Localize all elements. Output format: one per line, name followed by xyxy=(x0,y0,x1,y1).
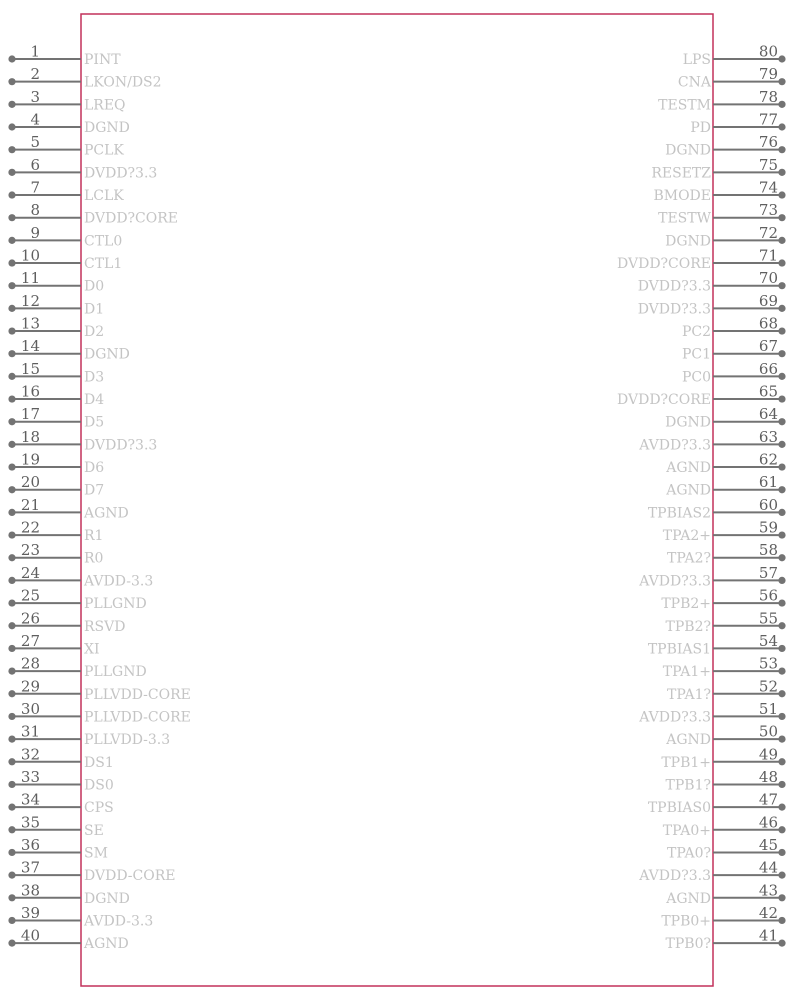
pin-number: 17 xyxy=(20,405,40,424)
pin-number: 63 xyxy=(758,427,778,446)
pin-name-label: DVDD?3.3 xyxy=(84,165,158,182)
pin-endpoint-dot xyxy=(778,237,785,244)
pin-name-label: AVDD-3.3 xyxy=(84,573,154,590)
pin-name-label: DVDD?CORE xyxy=(617,256,711,273)
left-pin-25 xyxy=(8,587,146,613)
pin-endpoint-dot xyxy=(778,463,785,470)
right-pin-75 xyxy=(651,156,785,182)
pin-number: 29 xyxy=(20,677,40,696)
pin-name-label: DGND xyxy=(84,120,130,137)
pin-endpoint-dot xyxy=(778,305,785,312)
pin-name-label: PLLGND xyxy=(84,596,147,613)
pin-endpoint-dot xyxy=(8,146,15,153)
pin-endpoint-dot xyxy=(778,214,785,221)
pin-number: 54 xyxy=(758,631,778,650)
left-pin-32 xyxy=(8,745,113,771)
component-body-outline xyxy=(81,14,713,986)
pin-endpoint-dot xyxy=(8,599,15,606)
pin-name-label: AVDD-3.3 xyxy=(84,913,154,930)
right-pin-78 xyxy=(658,88,785,114)
pin-name-label: CPS xyxy=(84,800,114,817)
pin-name-label: TPB2+ xyxy=(661,596,711,613)
pin-number: 57 xyxy=(758,563,778,582)
pin-name-label: D3 xyxy=(84,369,105,386)
pin-endpoint-dot xyxy=(8,282,15,289)
pin-name-label: CTL0 xyxy=(84,233,123,250)
pin-name-label: R1 xyxy=(84,528,104,545)
pin-name-label: TESTM xyxy=(658,97,711,114)
left-pin-4 xyxy=(8,111,129,136)
pin-endpoint-dot xyxy=(8,55,15,62)
pin-name-label: AGND xyxy=(666,482,711,499)
pin-name-label: AGND xyxy=(84,936,129,953)
pin-name-label: DGND xyxy=(665,142,711,159)
left-pin-13 xyxy=(8,315,104,341)
pin-number: 64 xyxy=(758,405,778,424)
pin-name-label: DGND xyxy=(665,233,711,250)
pin-number: 16 xyxy=(20,382,40,401)
pin-name-label: TPB1? xyxy=(665,777,711,794)
pin-endpoint-dot xyxy=(8,781,15,788)
pin-endpoint-dot xyxy=(8,667,15,674)
pin-number: 47 xyxy=(758,790,778,809)
pin-endpoint-dot xyxy=(8,395,15,402)
pin-number: 18 xyxy=(20,427,40,446)
pin-endpoint-dot xyxy=(8,123,15,130)
left-pin-14 xyxy=(8,337,129,363)
pin-name-label: R0 xyxy=(84,550,104,567)
pin-number: 12 xyxy=(20,291,40,310)
pin-endpoint-dot xyxy=(778,169,785,176)
pin-number: 72 xyxy=(758,223,778,242)
pin-name-label: PD xyxy=(690,120,711,137)
pin-number: 35 xyxy=(20,813,40,832)
pin-name-label: D4 xyxy=(84,392,105,409)
pin-endpoint-dot xyxy=(8,350,15,357)
pin-name-label: RSVD xyxy=(84,618,126,635)
pin-endpoint-dot xyxy=(778,849,785,856)
pin-endpoint-dot xyxy=(778,667,785,674)
pin-name-label: TPA1+ xyxy=(662,664,711,681)
pin-number: 53 xyxy=(758,654,778,673)
pin-name-label: PC0 xyxy=(681,369,711,386)
pin-endpoint-dot xyxy=(8,645,15,652)
pin-name-label: D5 xyxy=(84,414,105,431)
pin-endpoint-dot xyxy=(778,531,785,538)
right-pin-68 xyxy=(682,315,786,341)
pin-number: 44 xyxy=(758,858,778,877)
right-pin-49 xyxy=(661,745,785,771)
pin-number: 31 xyxy=(20,722,40,741)
right-pin-51 xyxy=(638,700,785,726)
pin-name-label: D0 xyxy=(84,278,105,295)
left-pin-15 xyxy=(8,360,104,386)
pin-name-label: PC1 xyxy=(681,346,711,363)
pin-number: 21 xyxy=(20,495,40,514)
pin-name-label: TPB0? xyxy=(665,936,711,953)
pin-name-label: TPBIAS0 xyxy=(647,800,711,817)
right-pin-67 xyxy=(682,337,786,363)
pin-number: 25 xyxy=(20,586,40,605)
pin-endpoint-dot xyxy=(8,101,15,108)
pin-number: 39 xyxy=(20,903,40,922)
pin-name-label: DVDD?3.3 xyxy=(84,437,158,454)
pin-number: 46 xyxy=(758,813,778,832)
pin-endpoint-dot xyxy=(778,940,785,947)
pin-number: 41 xyxy=(758,926,778,945)
pin-endpoint-dot xyxy=(778,690,785,697)
pin-endpoint-dot xyxy=(778,282,785,289)
pin-name-label: CNA xyxy=(677,74,711,91)
pin-endpoint-dot xyxy=(778,577,785,584)
left-pin-40 xyxy=(8,927,128,953)
pin-name-label: DGND xyxy=(84,890,130,907)
pin-name-label: PC2 xyxy=(681,324,711,341)
pin-number: 32 xyxy=(20,745,40,764)
pin-number: 69 xyxy=(758,291,778,310)
pin-name-label: AGND xyxy=(666,890,711,907)
pin-endpoint-dot xyxy=(778,123,785,130)
pin-name-label: DVDD?3.3 xyxy=(637,301,711,318)
right-pin-42 xyxy=(661,904,785,930)
right-pin-53 xyxy=(663,655,786,681)
pin-name-label: TPB0+ xyxy=(661,913,711,930)
pin-endpoint-dot xyxy=(8,486,15,493)
pin-endpoint-dot xyxy=(778,327,785,334)
pin-name-label: AVDD?3.3 xyxy=(639,437,711,454)
pin-endpoint-dot xyxy=(778,259,785,266)
right-pin-48 xyxy=(666,768,786,794)
pin-name-label: PCLK xyxy=(84,142,124,159)
left-pin-column xyxy=(8,43,190,953)
left-pin-29 xyxy=(8,677,190,703)
pin-endpoint-dot xyxy=(778,872,785,879)
pin-name-label: LCLK xyxy=(84,188,124,205)
left-pin-37 xyxy=(8,859,175,885)
right-pin-61 xyxy=(665,473,785,499)
pin-endpoint-dot xyxy=(778,917,785,924)
right-pin-43 xyxy=(665,881,785,907)
pin-endpoint-dot xyxy=(778,509,785,516)
pin-endpoint-dot xyxy=(778,486,785,493)
pin-endpoint-dot xyxy=(778,622,785,629)
pin-number: 48 xyxy=(758,767,778,786)
pin-name-label: SM xyxy=(84,845,108,862)
pin-name-label: D6 xyxy=(84,460,105,477)
left-pin-8 xyxy=(8,201,178,227)
pin-endpoint-dot xyxy=(778,78,785,85)
pin-number: 30 xyxy=(20,699,40,718)
left-pin-30 xyxy=(8,700,190,726)
pin-name-label: PLLVDD-CORE xyxy=(84,709,191,726)
pin-name-label: LKON/DS2 xyxy=(84,74,162,91)
pin-name-label: TPB1+ xyxy=(661,754,711,771)
pin-endpoint-dot xyxy=(778,826,785,833)
right-pin-column xyxy=(617,43,786,953)
pin-number: 49 xyxy=(758,745,778,764)
pin-number: 4 xyxy=(30,110,40,129)
pin-number: 26 xyxy=(20,609,40,628)
right-pin-44 xyxy=(638,859,785,885)
pin-name-label: DS0 xyxy=(84,777,114,794)
pin-name-label: PLLVDD-CORE xyxy=(84,686,191,703)
pin-name-label: TPBIAS2 xyxy=(647,505,711,522)
pin-number: 50 xyxy=(758,722,778,741)
pin-number: 14 xyxy=(20,337,40,356)
pin-name-label: TESTW xyxy=(658,210,711,227)
left-pin-20 xyxy=(8,473,104,499)
pin-number: 73 xyxy=(758,201,778,220)
pin-number: 10 xyxy=(20,246,40,265)
pin-number: 78 xyxy=(758,87,778,106)
pin-name-label: TPA0? xyxy=(667,845,711,862)
pin-number: 71 xyxy=(758,246,778,265)
pin-endpoint-dot xyxy=(8,758,15,765)
pin-number: 2 xyxy=(30,65,40,84)
left-pin-21 xyxy=(8,496,128,522)
left-pin-16 xyxy=(8,383,104,409)
pin-endpoint-dot xyxy=(778,191,785,198)
pin-name-label: AVDD?3.3 xyxy=(639,709,711,726)
pin-number: 19 xyxy=(20,450,40,469)
pin-endpoint-dot xyxy=(778,146,785,153)
pin-name-label: SE xyxy=(84,822,104,839)
pin-number: 8 xyxy=(30,201,40,220)
pin-endpoint-dot xyxy=(778,373,785,380)
pin-endpoint-dot xyxy=(8,169,15,176)
right-pin-73 xyxy=(658,201,785,227)
pin-endpoint-dot xyxy=(778,758,785,765)
pin-name-label: TPA1? xyxy=(667,686,711,703)
pin-name-label: LPS xyxy=(682,52,711,68)
pin-endpoint-dot xyxy=(8,214,15,221)
pin-endpoint-dot xyxy=(8,259,15,266)
pin-endpoint-dot xyxy=(8,713,15,720)
pin-number: 58 xyxy=(758,541,778,560)
pin-number: 15 xyxy=(20,359,40,378)
left-pin-33 xyxy=(8,768,113,794)
pin-endpoint-dot xyxy=(778,55,785,62)
left-pin-31 xyxy=(8,723,170,749)
pin-number: 34 xyxy=(20,790,40,809)
pin-number: 9 xyxy=(30,223,40,242)
pin-endpoint-dot xyxy=(778,894,785,901)
pin-number: 28 xyxy=(20,654,40,673)
pin-name-label: AGND xyxy=(84,505,129,522)
pin-endpoint-dot xyxy=(8,441,15,448)
pin-name-label: DGND xyxy=(665,414,711,431)
right-pin-59 xyxy=(663,519,786,545)
pin-number: 51 xyxy=(758,699,778,718)
left-pin-28 xyxy=(8,655,146,681)
pin-name-label: AVDD?3.3 xyxy=(639,573,711,590)
pin-name-label: DVDD?CORE xyxy=(617,392,711,409)
pin-name-label: CTL1 xyxy=(84,256,123,273)
pin-endpoint-dot xyxy=(8,373,15,380)
pin-number: 52 xyxy=(758,677,778,696)
pin-endpoint-dot xyxy=(8,554,15,561)
pin-endpoint-dot xyxy=(778,395,785,402)
pin-endpoint-dot xyxy=(8,509,15,516)
pin-endpoint-dot xyxy=(778,781,785,788)
pin-number: 22 xyxy=(20,518,40,537)
left-pin-1 xyxy=(8,43,121,69)
pin-number: 7 xyxy=(30,178,40,197)
pin-name-label: DS1 xyxy=(84,754,114,771)
pin-endpoint-dot xyxy=(778,441,785,448)
pin-name-label: PINT xyxy=(84,52,121,68)
pin-endpoint-dot xyxy=(8,463,15,470)
pin-number: 55 xyxy=(758,609,778,628)
pin-number: 60 xyxy=(758,495,778,514)
right-pin-58 xyxy=(667,541,786,567)
pin-number: 24 xyxy=(20,563,40,582)
pin-endpoint-dot xyxy=(8,237,15,244)
pin-number: 43 xyxy=(758,881,778,900)
pin-endpoint-dot xyxy=(778,101,785,108)
pin-name-label: PLLGND xyxy=(84,664,147,681)
pin-endpoint-dot xyxy=(8,872,15,879)
pin-number: 68 xyxy=(758,314,778,333)
right-pin-74 xyxy=(653,179,785,205)
pin-number: 1 xyxy=(30,42,40,61)
pin-endpoint-dot xyxy=(8,849,15,856)
pin-endpoint-dot xyxy=(8,917,15,924)
pin-number: 27 xyxy=(20,631,40,650)
pin-number: 36 xyxy=(20,835,40,854)
pin-name-label: RESETZ xyxy=(651,165,711,182)
pin-number: 6 xyxy=(30,155,40,174)
pin-name-label: D2 xyxy=(84,324,105,341)
right-pin-76 xyxy=(665,133,785,159)
pin-number: 75 xyxy=(758,155,778,174)
pin-number: 38 xyxy=(20,881,40,900)
pin-endpoint-dot xyxy=(778,713,785,720)
pin-endpoint-dot xyxy=(8,78,15,85)
right-pin-66 xyxy=(682,360,786,386)
pin-name-label: TPBIAS1 xyxy=(647,641,711,658)
right-pin-52 xyxy=(667,677,786,703)
pin-name-label: AGND xyxy=(666,732,711,749)
pin-number: 74 xyxy=(758,178,778,197)
pin-name-label: DGND xyxy=(84,346,130,363)
pin-name-label: D1 xyxy=(84,301,105,318)
pin-endpoint-dot xyxy=(778,599,785,606)
pin-name-label: TPB2? xyxy=(665,618,711,635)
left-pin-7 xyxy=(8,179,124,205)
pin-endpoint-dot xyxy=(8,622,15,629)
pin-endpoint-dot xyxy=(778,418,785,425)
pin-endpoint-dot xyxy=(8,690,15,697)
left-pin-38 xyxy=(8,881,129,907)
pin-name-label: DVDD?CORE xyxy=(84,210,178,227)
pin-endpoint-dot xyxy=(778,736,785,743)
right-pin-50 xyxy=(665,723,785,749)
pin-number: 70 xyxy=(758,269,778,288)
pin-number: 5 xyxy=(30,133,40,152)
pin-name-label: AVDD?3.3 xyxy=(639,868,711,885)
pin-number: 37 xyxy=(20,858,40,877)
pin-number: 79 xyxy=(758,65,778,84)
pin-number: 59 xyxy=(758,518,778,537)
pin-number: 66 xyxy=(758,359,778,378)
pin-endpoint-dot xyxy=(778,554,785,561)
pin-number: 62 xyxy=(758,450,778,469)
right-pin-77 xyxy=(690,111,785,136)
right-pin-69 xyxy=(638,292,786,318)
right-pin-65 xyxy=(617,383,786,409)
left-pin-12 xyxy=(8,292,104,318)
pin-name-label: DVDD?3.3 xyxy=(637,278,711,295)
pin-number: 45 xyxy=(758,835,778,854)
left-pin-6 xyxy=(8,156,157,182)
pin-name-label: TPA2+ xyxy=(662,528,711,545)
pin-number: 40 xyxy=(20,926,40,945)
pin-endpoint-dot xyxy=(8,940,15,947)
pin-name-label: PLLVDD-3.3 xyxy=(84,732,171,749)
pin-endpoint-dot xyxy=(8,736,15,743)
pin-endpoint-dot xyxy=(8,418,15,425)
pin-number: 80 xyxy=(758,42,778,61)
pin-name-label: TPA0+ xyxy=(662,822,711,839)
pin-number: 23 xyxy=(20,541,40,560)
pin-endpoint-dot xyxy=(8,577,15,584)
pin-endpoint-dot xyxy=(778,350,785,357)
pin-number: 3 xyxy=(30,87,40,106)
left-pin-3 xyxy=(8,88,125,114)
pin-endpoint-dot xyxy=(8,327,15,334)
right-pin-41 xyxy=(666,927,786,953)
pin-endpoint-dot xyxy=(8,894,15,901)
pin-number: 11 xyxy=(20,269,40,288)
pin-name-label: AGND xyxy=(666,460,711,477)
left-pin-5 xyxy=(8,133,124,159)
left-pin-23 xyxy=(8,541,103,567)
pin-name-label: D7 xyxy=(84,482,105,499)
pin-number: 61 xyxy=(758,473,778,492)
pin-number: 67 xyxy=(758,337,778,356)
right-pin-57 xyxy=(638,564,785,590)
pin-endpoint-dot xyxy=(778,804,785,811)
pin-number: 13 xyxy=(20,314,40,333)
pin-number: 65 xyxy=(758,382,778,401)
pin-number: 77 xyxy=(758,110,778,129)
pin-name-label: TPA2? xyxy=(667,550,711,567)
left-pin-22 xyxy=(8,519,103,545)
right-pin-60 xyxy=(648,496,786,522)
pin-number: 33 xyxy=(20,767,40,786)
pin-endpoint-dot xyxy=(8,305,15,312)
pin-endpoint-dot xyxy=(8,531,15,538)
pin-name-label: DVDD-CORE xyxy=(84,868,176,885)
pin-name-label: BMODE xyxy=(653,188,711,205)
pin-endpoint-dot xyxy=(778,645,785,652)
pin-endpoint-dot xyxy=(8,804,15,811)
pin-number: 76 xyxy=(758,133,778,152)
right-pin-56 xyxy=(661,587,785,613)
pin-name-label: LREQ xyxy=(84,97,126,114)
pin-endpoint-dot xyxy=(8,191,15,198)
pin-name-label: XI xyxy=(84,641,100,658)
pin-number: 42 xyxy=(758,903,778,922)
pin-number: 20 xyxy=(20,473,40,492)
pin-number: 56 xyxy=(758,586,778,605)
pin-endpoint-dot xyxy=(8,826,15,833)
